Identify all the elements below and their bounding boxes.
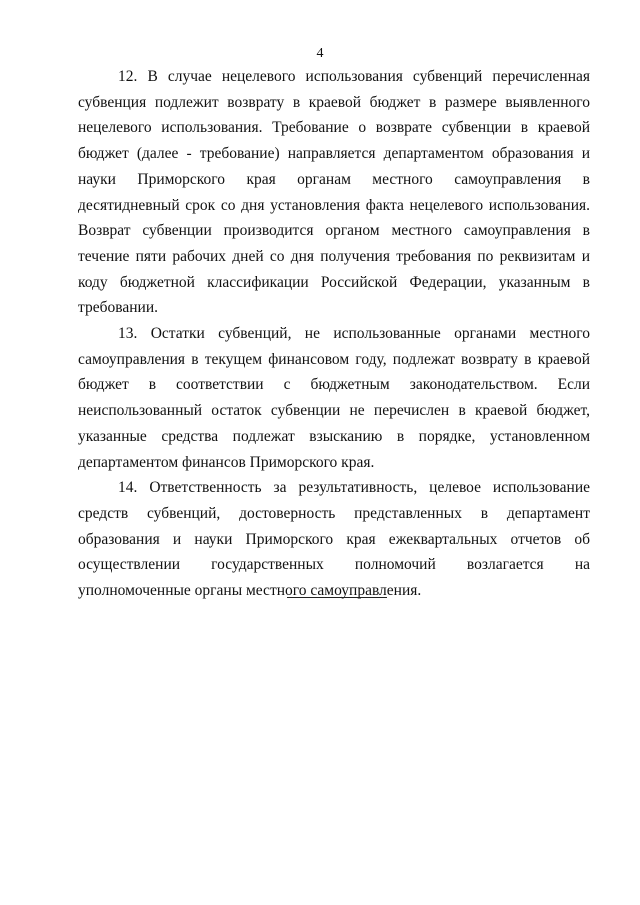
page-number: 4 bbox=[316, 46, 324, 61]
end-separator-line bbox=[287, 597, 387, 598]
document-body bbox=[78, 64, 590, 604]
paragraph-12: 12. В случае нецелевого использования субвенций перечисленная субвенция подлежит возврату в краевой бюджет в размере выявленного нецелевого использования. Требование о возврате субвенции в краевой бюджет (далее - требование) направляется департаментом образования и науки Приморского края органам местного самоуправления в десятидневный срок со дня установления факта нецелевого использования. Возврат субвенции производится органом местного самоуправления в течение пяти рабочих дней со дня получения требования по реквизитам и коду бюджетной классификации Российской Федерации, указанным в требовании. bbox=[78, 68, 590, 317]
paragraph-13: 13. Остатки субвенций, не использованные органами местного самоуправления в текущем финансовом году, подлежат возврату в краевой бюджет в соответствии с бюджетным законодательством. Если неиспользованный остаток субвенции не перечислен в краевой бюджет, указанные средства подлежат взысканию в порядке, установленном департаментом финансов Приморского края. bbox=[78, 325, 590, 471]
paragraph-14: 14. Ответственность за результативность, целевое использование средств субвенций, достоверность представленных в департамент образования и науки Приморского края ежеквартальных отчетов об осуществлении государственных полномочий возлагается на уполномоченные органы местного самоуправления. bbox=[78, 479, 590, 600]
